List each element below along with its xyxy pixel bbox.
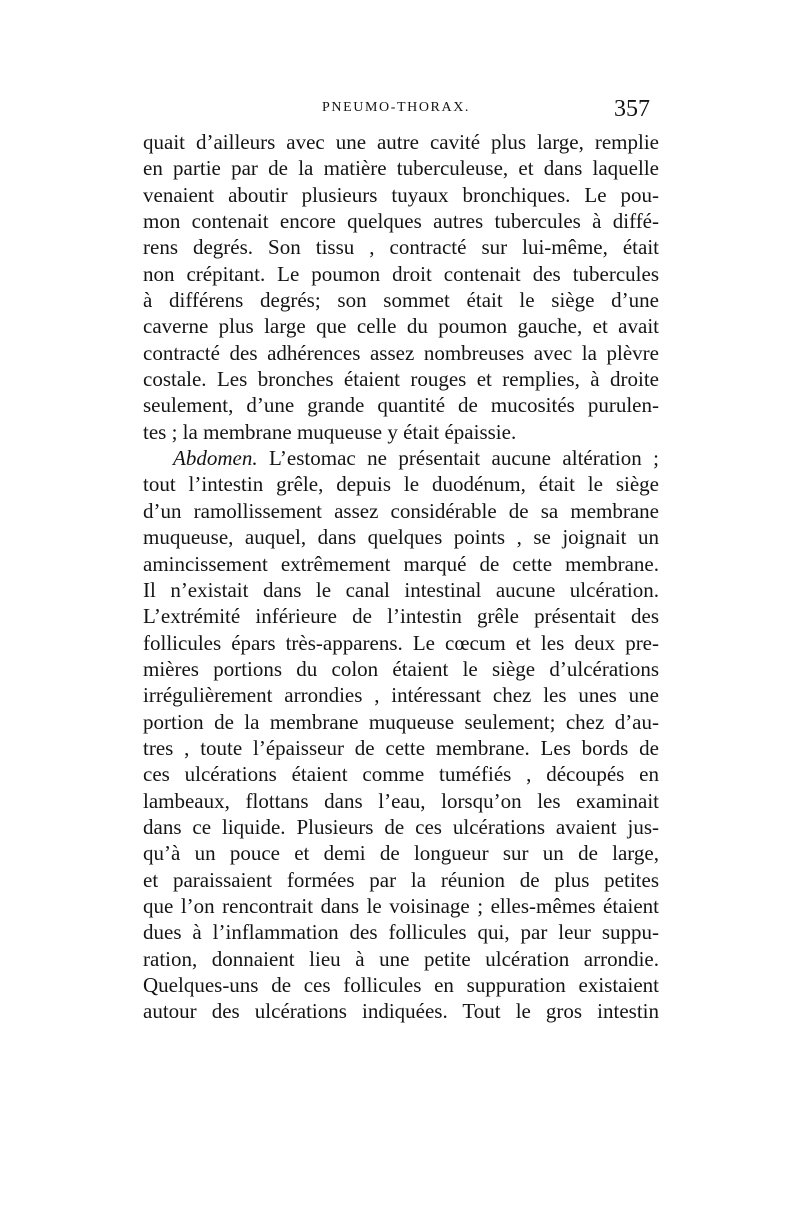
text-run: L’estomac ne présentait aucune altération ; <box>257 446 659 471</box>
text-line: caverne plus large que celle du poumon gauche, et avait <box>143 314 659 339</box>
paragraph-first-line <box>143 445 659 471</box>
text-line: contracté des adhérences assez nombreuses avec la plèvre <box>143 340 659 365</box>
text-line: rens degrés. Son tissu , contracté sur lui-même, était <box>143 235 659 260</box>
text-line: qu’à un pouce et demi de longueur sur un de large, <box>143 841 659 866</box>
text-line: en partie par de la matière tuberculeuse, et dans laquelle <box>143 156 659 181</box>
text-line: L’extrémité inférieure de l’intestin grêle présentait des <box>143 604 659 629</box>
text-line: dans ce liquide. Plusieurs de ces ulcérations avaient jus- <box>143 814 659 839</box>
text-line: muqueuse, auquel, dans quelques points , se joignait un <box>143 525 659 550</box>
text-line: seulement, d’une grande quantité de mucosités purulen- <box>143 393 659 418</box>
text-line: ration, donnaient lieu à une petite ulcération arrondie. <box>143 946 659 971</box>
text-line: Il n’existait dans le canal intestinal aucune ulcération. <box>143 577 659 602</box>
text-line: costale. Les bronches étaient rouges et remplies, à droite <box>143 367 659 392</box>
text-line: à différens degrés; son sommet était le siège d’une <box>143 288 659 313</box>
text-line: tres , toute l’épaisseur de cette membrane. Les bords de <box>143 735 659 760</box>
text-line: autour des ulcérations indiquées. Tout le gros intestin <box>143 999 659 1024</box>
running-title: PNEUMO-THORAX. <box>322 100 471 115</box>
text-line: irrégulièrement arrondies , intéressant chez les unes une <box>143 683 659 708</box>
section-label: Abdomen. <box>173 446 258 471</box>
body-text <box>143 129 659 1025</box>
text-line: amincissement extrêmement marqué de cette membrane. <box>143 551 659 576</box>
text-line: dues à l’inflammation des follicules qui, par leur suppu- <box>143 920 659 945</box>
text-line: portion de la membrane muqueuse seulement; chez d’au- <box>143 709 659 734</box>
text-line: venaient aboutir plusieurs tuyaux bronchiques. Le pou- <box>143 182 659 207</box>
text-line: lambeaux, flottans dans l’eau, lorsqu’on les examinait <box>143 788 659 813</box>
text-line: non crépitant. Le poumon droit contenait des tubercules <box>143 261 659 286</box>
text-line: Quelques-uns de ces follicules en suppuration existaient <box>143 973 659 997</box>
text-line: que l’on rencontrait dans le voisinage ; elles-mêmes étaient <box>143 893 659 918</box>
text-line: ces ulcérations étaient comme tuméfiés , découpés en <box>143 762 659 787</box>
page-number: 357 <box>614 96 650 122</box>
text-line: follicules épars très-apparens. Le cœcum et les deux pre- <box>143 630 659 655</box>
text-line: et paraissaient formées par la réunion de plus petites <box>143 867 659 892</box>
text-line: quait d’ailleurs avec une autre cavité plus large, remplie <box>143 130 659 154</box>
text-line: mières portions du colon étaient le siège d’ulcérations <box>143 656 659 681</box>
text-line: tes ; la membrane muqueuse y était épaissie. <box>143 419 517 444</box>
text-line: tout l’intestin grêle, depuis le duodénum, était le siège <box>143 472 659 497</box>
text-line: d’un ramollissement assez considérable de sa membrane <box>143 498 659 523</box>
text-line: mon contenait encore quelques autres tubercules à diffé- <box>143 209 659 234</box>
running-header <box>0 96 800 130</box>
